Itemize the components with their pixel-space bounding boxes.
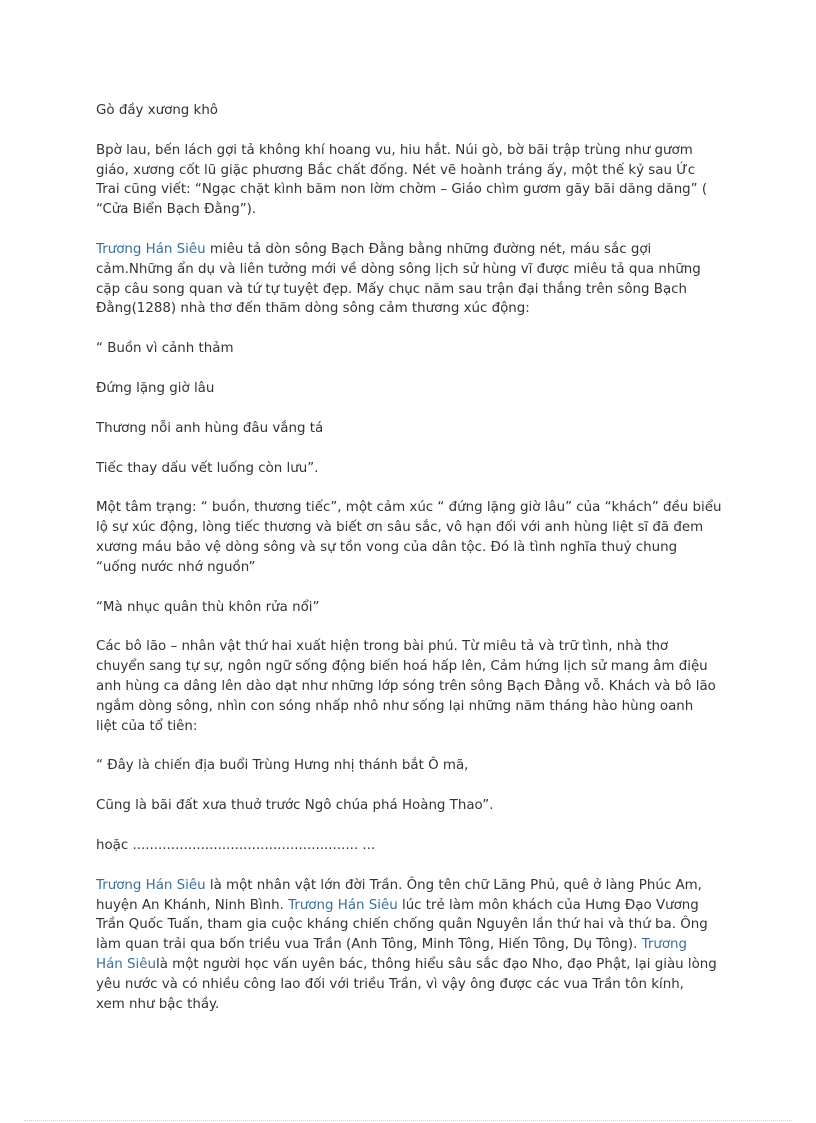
text-line bbox=[96, 717, 724, 737]
text-segment: giáo, xương cốt lũ giặc phương Bắc chất đống. Nét vẽ hoành tráng ấy, một thế kỷ sau Ức bbox=[96, 162, 696, 178]
text-line bbox=[96, 459, 724, 479]
paragraph bbox=[96, 836, 724, 856]
text-line bbox=[96, 657, 724, 677]
text-line bbox=[96, 141, 724, 161]
text-segment: ngắm dòng sông, nhìn con sóng nhấp nhô như sống lại những năm tháng hào hùng oanh bbox=[96, 698, 694, 714]
document-body bbox=[96, 101, 724, 1034]
paragraph bbox=[96, 419, 724, 439]
text-segment: Bpờ lau, bến lách gợi tả không khí hoang vu, hiu hắt. Núi gò, bờ bãi trập trùng như gươm bbox=[96, 142, 693, 158]
paragraph bbox=[96, 459, 724, 479]
text-segment: Đứng lặng giờ lâu bbox=[96, 380, 215, 396]
text-line bbox=[96, 240, 724, 260]
text-line bbox=[96, 677, 724, 697]
text-line bbox=[96, 518, 724, 538]
text-line bbox=[96, 101, 724, 121]
text-segment: Cũng là bãi đất xưa thuở trước Ngô chúa phá Hoàng Thao”. bbox=[96, 798, 494, 814]
text-line bbox=[96, 280, 724, 300]
text-segment: làm quan trải qua bốn triều vua Trần (Anh Tông, Minh Tông, Hiến Tông, Dụ Tông). bbox=[96, 937, 642, 953]
text-line bbox=[96, 161, 724, 181]
text-line bbox=[96, 975, 724, 995]
text-segment: yêu nước và có nhiều công lao đối với triều Trần, vì vậy ông được các vua Trần tôn kính, bbox=[96, 976, 684, 992]
author-link[interactable]: Trương Hán Siêu bbox=[288, 897, 398, 913]
text-line bbox=[96, 697, 724, 717]
text-segment: xem như bậc thầy. bbox=[96, 996, 220, 1012]
text-segment: cặp câu song quan và tứ tự tuyệt đẹp. Mấy chục năm sau trận đại thắng trên sông Bạch bbox=[96, 281, 687, 297]
text-segment: “Mà nhục quân thù khôn rửa nổi” bbox=[96, 599, 320, 615]
text-line bbox=[96, 915, 724, 935]
paragraph bbox=[96, 637, 724, 736]
paragraph bbox=[96, 101, 724, 121]
paragraph bbox=[96, 339, 724, 359]
text-segment: Đằng(1288) nhà thơ đến thăm dòng sông cảm thương xúc động: bbox=[96, 301, 530, 317]
text-segment: chuyển sang tự sự, ngôn ngữ sống động biến hoá hấp lên, Cảm hứng lịch sử mang âm điệu bbox=[96, 659, 708, 675]
author-link[interactable]: Trương Hán Siêu bbox=[96, 241, 206, 257]
paragraph bbox=[96, 598, 724, 618]
paragraph bbox=[96, 756, 724, 776]
paragraph bbox=[96, 876, 724, 1015]
author-link[interactable]: Trương bbox=[641, 937, 688, 953]
text-segment: “uống nước nhớ nguồn” bbox=[96, 559, 256, 575]
text-line bbox=[96, 637, 724, 657]
text-segment: “ Buồn vì cảnh thảm bbox=[96, 341, 234, 357]
text-segment: lúc trẻ làm môn khách của Hưng Đạo Vương bbox=[397, 897, 699, 913]
text-line bbox=[96, 896, 724, 916]
text-segment: Tiếc thay dấu vết luống còn lưu”. bbox=[96, 460, 319, 476]
text-segment: Trai cũng viết: “Ngạc chặt kình băm non lờm chờm – Giáo chìm gươm gãy bãi dăng dăng” ( bbox=[96, 182, 708, 198]
text-segment: Gò đầy xương khô bbox=[96, 103, 218, 118]
text-line bbox=[96, 876, 724, 896]
text-segment: Một tâm trạng: “ buồn, thương tiếc”, một cảm xúc “ đứng lặng giờ lâu” của “khách” đều biểu bbox=[96, 500, 722, 516]
text-segment: cảm.Những ẩn dụ và liên tưởng mới về dòng sông lịch sử hùng vĩ được miêu tả qua những bbox=[96, 261, 701, 277]
text-segment: miêu tả dòn sông Bạch Đằng bằng những đường nét, máu sắc gợi bbox=[205, 241, 652, 257]
text-line bbox=[96, 260, 724, 280]
text-segment: là một người học vấn uyên bác, thông hiểu sâu sắc đạo Nho, đạo Phật, lại giàu lòng bbox=[155, 956, 717, 972]
text-segment: Các bô lão – nhân vật thứ hai xuất hiện trong bài phú. Từ miêu tả và trữ tình, nhà thơ bbox=[96, 639, 669, 655]
text-line bbox=[96, 498, 724, 518]
text-segment: huyện An Khánh, Ninh Bình. bbox=[96, 897, 289, 913]
text-segment: xương máu bảo vệ dòng sông và sự tồn vong của dân tộc. Đó là tình nghĩa thuỷ chung bbox=[96, 539, 678, 555]
text-line bbox=[96, 955, 724, 975]
text-line bbox=[96, 180, 724, 200]
page-bottom-divider bbox=[24, 1120, 792, 1121]
text-segment: Trần Quốc Tuấn, tham gia cuộc kháng chiến chống quân Nguyên lần thứ hai và thứ ba. Ông bbox=[96, 917, 708, 933]
paragraph bbox=[96, 379, 724, 399]
author-link[interactable]: Hán Siêu bbox=[96, 956, 156, 972]
text-line bbox=[96, 419, 724, 439]
paragraph bbox=[96, 796, 724, 816]
text-segment: hoặc ..................................................... ... bbox=[96, 837, 376, 853]
text-line bbox=[96, 538, 724, 558]
paragraph bbox=[96, 498, 724, 577]
paragraph bbox=[96, 141, 724, 220]
text-line bbox=[96, 299, 724, 319]
text-line bbox=[96, 200, 724, 220]
text-line bbox=[96, 995, 724, 1015]
text-segment: liệt của tổ tiên: bbox=[96, 718, 198, 734]
text-segment: là một nhân vật lớn đời Trần. Ông tên chữ Lăng Phủ, quê ở làng Phúc Am, bbox=[205, 877, 702, 893]
text-line bbox=[96, 598, 724, 618]
text-line bbox=[96, 796, 724, 816]
text-line bbox=[96, 379, 724, 399]
text-segment: “ Đây là chiến địa buổi Trùng Hưng nhị thánh bắt Ô mã, bbox=[96, 758, 469, 774]
text-segment: “Cửa Biển Bạch Đằng”). bbox=[96, 202, 257, 218]
text-segment: Thương nỗi anh hùng đâu vắng tá bbox=[96, 420, 324, 436]
text-line bbox=[96, 836, 724, 856]
text-line bbox=[96, 756, 724, 776]
text-segment: anh hùng ca dâng lên dào dạt như những lớp sóng trên sông Bạch Đằng vỗ. Khách và bô lão bbox=[96, 678, 716, 694]
text-line bbox=[96, 339, 724, 359]
text-line bbox=[96, 935, 724, 955]
text-segment: lộ sự xúc động, lòng tiếc thương và biết ơn sâu sắc, vô hạn đối với anh hùng liệt sĩ đã đem bbox=[96, 520, 704, 536]
text-line bbox=[96, 558, 724, 578]
paragraph bbox=[96, 240, 724, 319]
author-link[interactable]: Trương Hán Siêu bbox=[96, 877, 206, 893]
